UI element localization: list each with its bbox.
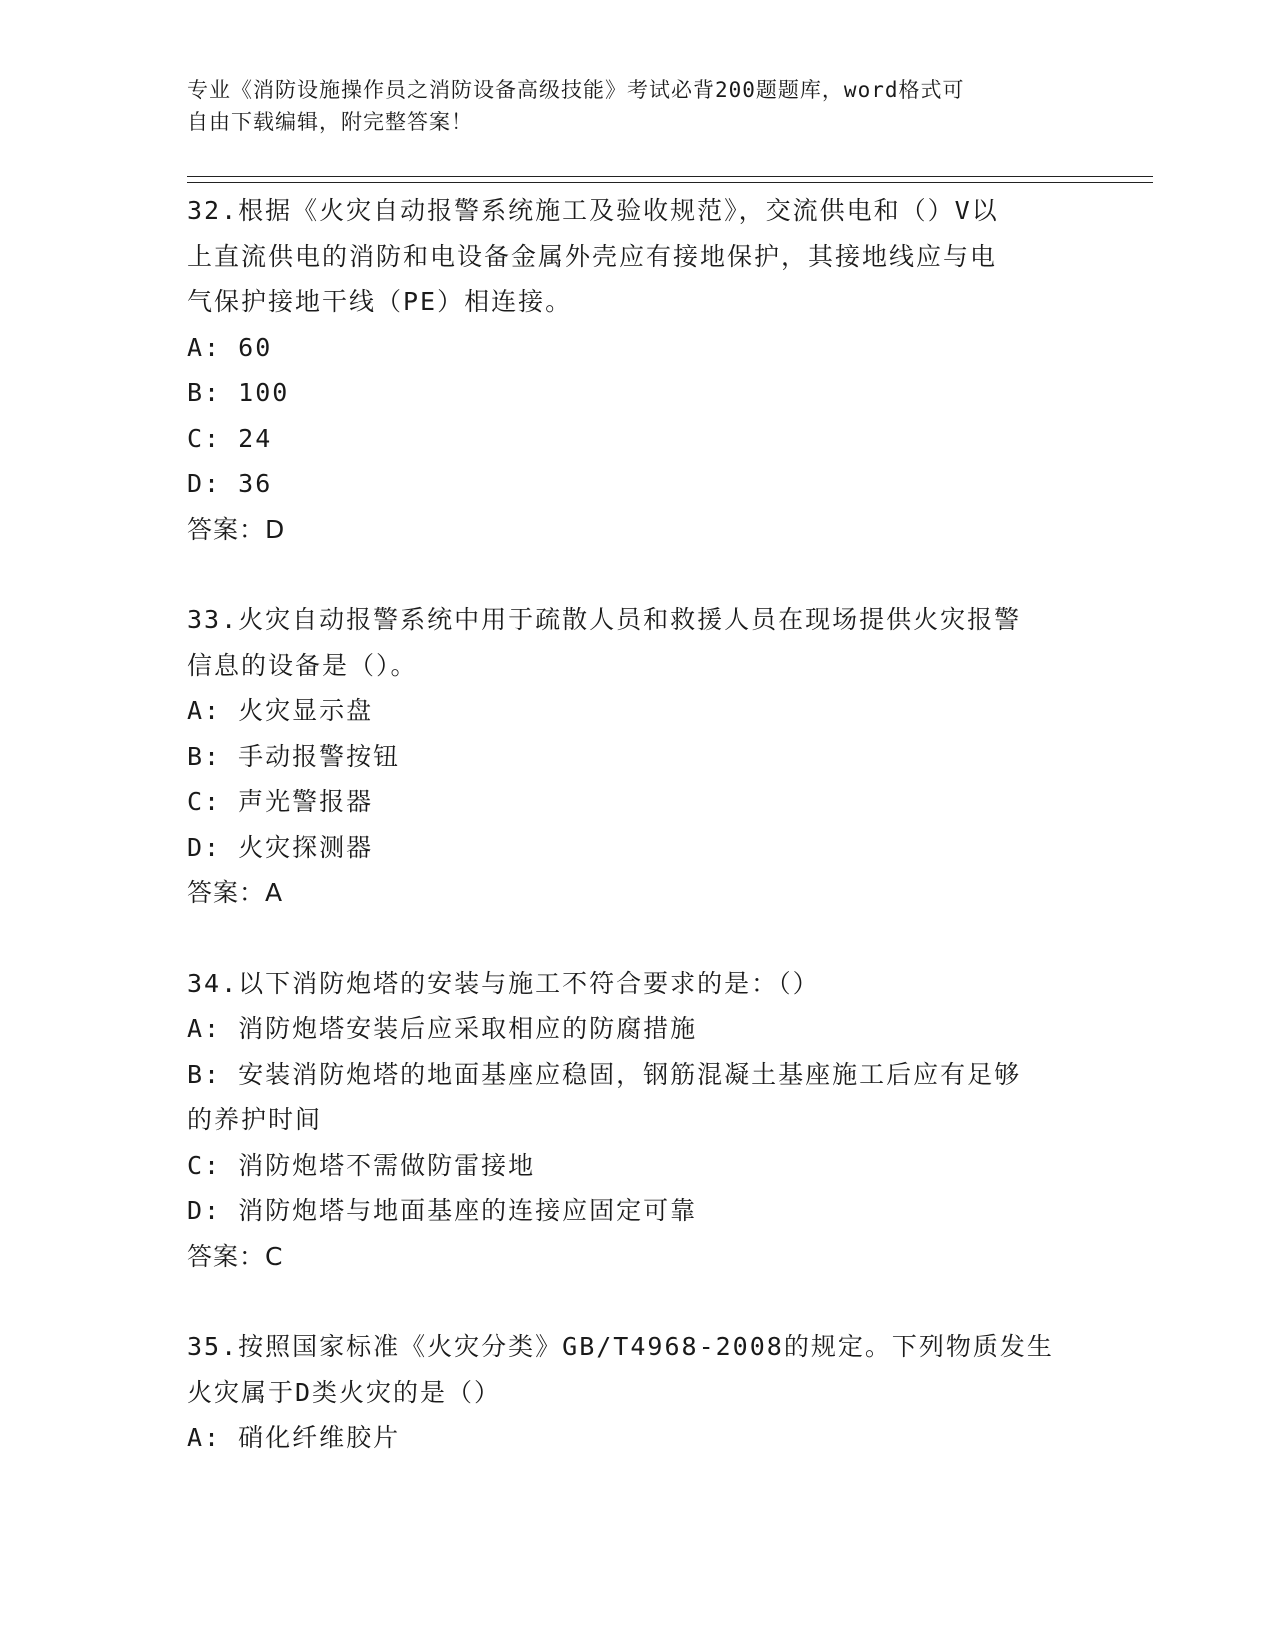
header-divider-bottom bbox=[187, 182, 1153, 183]
question-text-line: 34.以下消防炮塔的安装与施工不符合要求的是：（） bbox=[187, 968, 820, 998]
header-line-1: 专业《消防设施操作员之消防设备高级技能》考试必背200题题库，word格式可 bbox=[187, 78, 965, 102]
option-c: C: 24 bbox=[187, 423, 273, 453]
option-c: C: 声光警报器 bbox=[187, 787, 374, 816]
question-text-line: 32.根据《火灾自动报警系统施工及验收规范》，交流供电和（）V以 bbox=[187, 196, 999, 225]
option-b: B: 100 bbox=[187, 378, 290, 407]
question-text-line: 火灾属于D类火灾的是（） bbox=[187, 1377, 502, 1407]
option-d: D: 火灾探测器 bbox=[187, 832, 374, 862]
question-text-line: 33.火灾自动报警系统中用于疏散人员和救援人员在现场提供火灾报警 bbox=[187, 605, 1022, 634]
question-text-line: 信息的设备是（）。 bbox=[187, 650, 418, 680]
answer-label: 答案：D bbox=[187, 514, 286, 544]
option-d: D: 36 bbox=[187, 469, 273, 498]
question-spacer bbox=[187, 916, 1087, 961]
question-35 bbox=[187, 1324, 1087, 1461]
header-divider-top bbox=[187, 176, 1153, 177]
question-33 bbox=[187, 597, 1087, 916]
question-text-line: 上直流供电的消防和电设备金属外壳应有接地保护，其接地线应与电 bbox=[187, 241, 998, 271]
question-text-line: 35.按照国家标准《火灾分类》GB/T4968-2008的规定。下列物质发生 bbox=[187, 1332, 1054, 1361]
document-header bbox=[187, 74, 1067, 138]
option-a: A: 消防炮塔安装后应采取相应的防腐措施 bbox=[187, 1014, 698, 1043]
option-d: D: 消防炮塔与地面基座的连接应固定可靠 bbox=[187, 1196, 698, 1225]
option-b: B: 安装消防炮塔的地面基座应稳固，钢筋混凝土基座施工后应有足够 bbox=[187, 1059, 1022, 1089]
question-spacer bbox=[187, 552, 1087, 597]
answer-label: 答案：C bbox=[187, 1241, 284, 1271]
option-c: C: 消防炮塔不需做防雷接地 bbox=[187, 1150, 536, 1180]
question-spacer bbox=[187, 1279, 1087, 1324]
question-32 bbox=[187, 188, 1087, 552]
option-b-continued: 的养护时间 bbox=[187, 1105, 323, 1134]
option-a: A: 硝化纤维胶片 bbox=[187, 1423, 401, 1452]
answer-label: 答案：A bbox=[187, 878, 284, 907]
option-b: B: 手动报警按钮 bbox=[187, 741, 401, 771]
header-line-2: 自由下载编辑，附完整答案！ bbox=[187, 110, 473, 134]
option-a: A: 60 bbox=[187, 332, 273, 362]
question-list bbox=[187, 188, 1087, 1461]
question-34 bbox=[187, 961, 1087, 1280]
option-a: A: 火灾显示盘 bbox=[187, 696, 374, 725]
question-text-line: 气保护接地干线（PE）相连接。 bbox=[187, 287, 573, 316]
